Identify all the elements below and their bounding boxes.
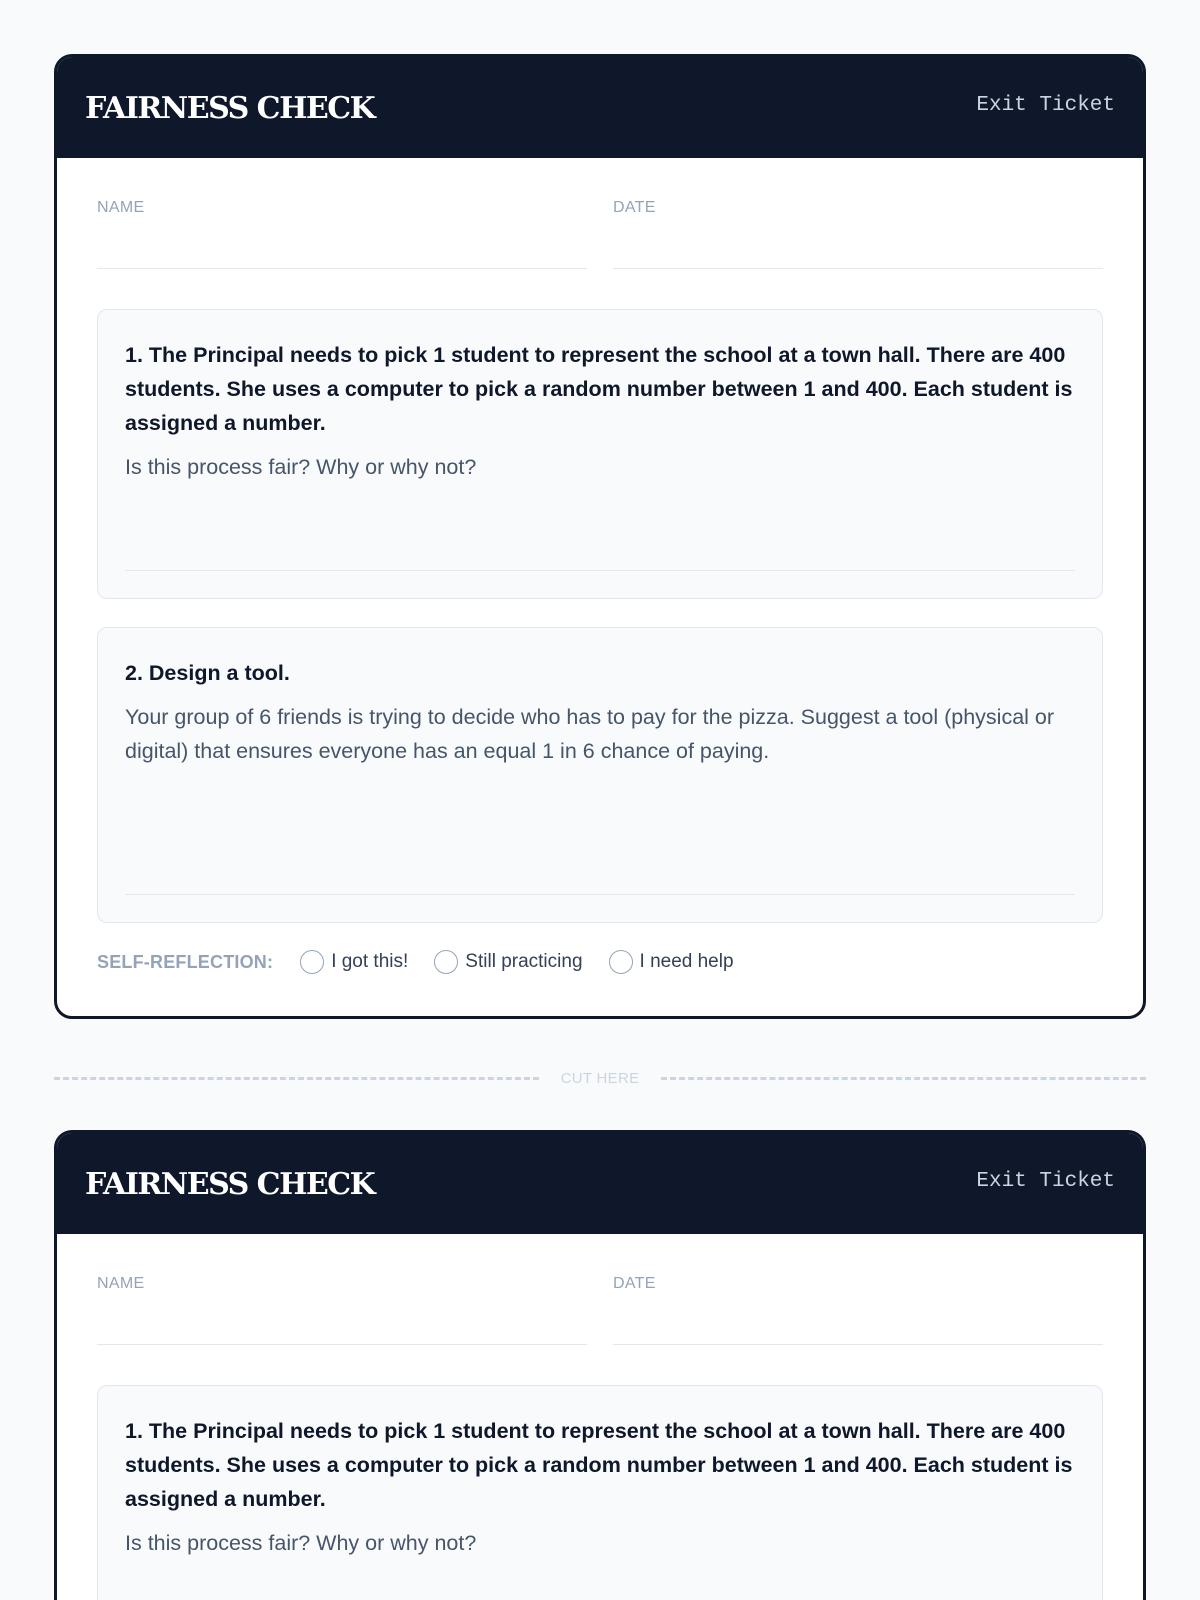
radio-circle-icon[interactable] bbox=[609, 950, 633, 974]
date-label: DATE bbox=[613, 199, 656, 216]
ticket-body bbox=[57, 158, 1143, 974]
ticket-subtitle: Exit Ticket bbox=[976, 1170, 1115, 1193]
name-label: NAME bbox=[97, 199, 145, 216]
question-title: 1. The Principal needs to pick 1 student to represent the school at a town hall. There are 400 students. She uses a computer to pick a random number between 1 and 400. Each student is assigned a number. bbox=[125, 343, 1073, 435]
answer-line[interactable] bbox=[125, 894, 1075, 895]
reflection-option-still-practicing[interactable] bbox=[434, 950, 582, 974]
self-reflection bbox=[97, 950, 1103, 974]
ticket-subtitle: Exit Ticket bbox=[976, 94, 1115, 117]
option-label: Still practicing bbox=[465, 951, 583, 972]
question-prompt: Is this process fair? Why or why not? bbox=[125, 455, 477, 479]
reflection-option-got-this[interactable] bbox=[300, 950, 408, 974]
ticket-header bbox=[57, 57, 1143, 158]
self-reflection-label: SELF-REFLECTION: bbox=[97, 951, 274, 972]
question-title: 1. The Principal needs to pick 1 student to represent the school at a town hall. There are 400 students. She uses a computer to pick a random number between 1 and 400. Each student is assigned a number. bbox=[125, 1419, 1073, 1511]
radio-circle-icon[interactable] bbox=[300, 950, 324, 974]
radio-circle-icon[interactable] bbox=[434, 950, 458, 974]
question-card-1 bbox=[97, 1385, 1103, 1600]
question-prompt: Is this process fair? Why or why not? bbox=[125, 1531, 477, 1555]
ticket-title: FAIRNESS CHECK bbox=[85, 91, 375, 126]
date-label: DATE bbox=[613, 1275, 656, 1292]
ticket-title: FAIRNESS CHECK bbox=[85, 1167, 375, 1202]
answer-line[interactable] bbox=[125, 570, 1075, 571]
ticket-body bbox=[57, 1234, 1143, 1600]
cut-dash-left bbox=[54, 1077, 539, 1080]
exit-ticket-1 bbox=[54, 54, 1146, 1019]
question-title: 2. Design a tool. bbox=[125, 661, 290, 685]
cut-line bbox=[54, 1068, 1146, 1088]
date-field[interactable] bbox=[613, 1275, 1103, 1345]
cut-dash-right bbox=[661, 1077, 1146, 1080]
name-field[interactable] bbox=[97, 199, 587, 269]
name-label: NAME bbox=[97, 1275, 145, 1292]
option-label: I need help bbox=[639, 951, 734, 972]
student-info-fields bbox=[97, 1234, 1103, 1345]
exit-ticket-2 bbox=[54, 1130, 1146, 1600]
cut-label: CUT HERE bbox=[560, 1069, 640, 1087]
ticket-header bbox=[57, 1133, 1143, 1234]
option-label: I got this! bbox=[331, 951, 409, 972]
question-prompt: Your group of 6 friends is trying to decide who has to pay for the pizza. Suggest a tool (physical or digital) that ensures everyone has an equal 1 in 6 chance of paying. bbox=[125, 705, 1055, 763]
question-card-2 bbox=[97, 627, 1103, 923]
question-card-1 bbox=[97, 309, 1103, 599]
date-field[interactable] bbox=[613, 199, 1103, 269]
name-field[interactable] bbox=[97, 1275, 587, 1345]
student-info-fields bbox=[97, 158, 1103, 269]
reflection-option-need-help[interactable] bbox=[609, 950, 734, 974]
